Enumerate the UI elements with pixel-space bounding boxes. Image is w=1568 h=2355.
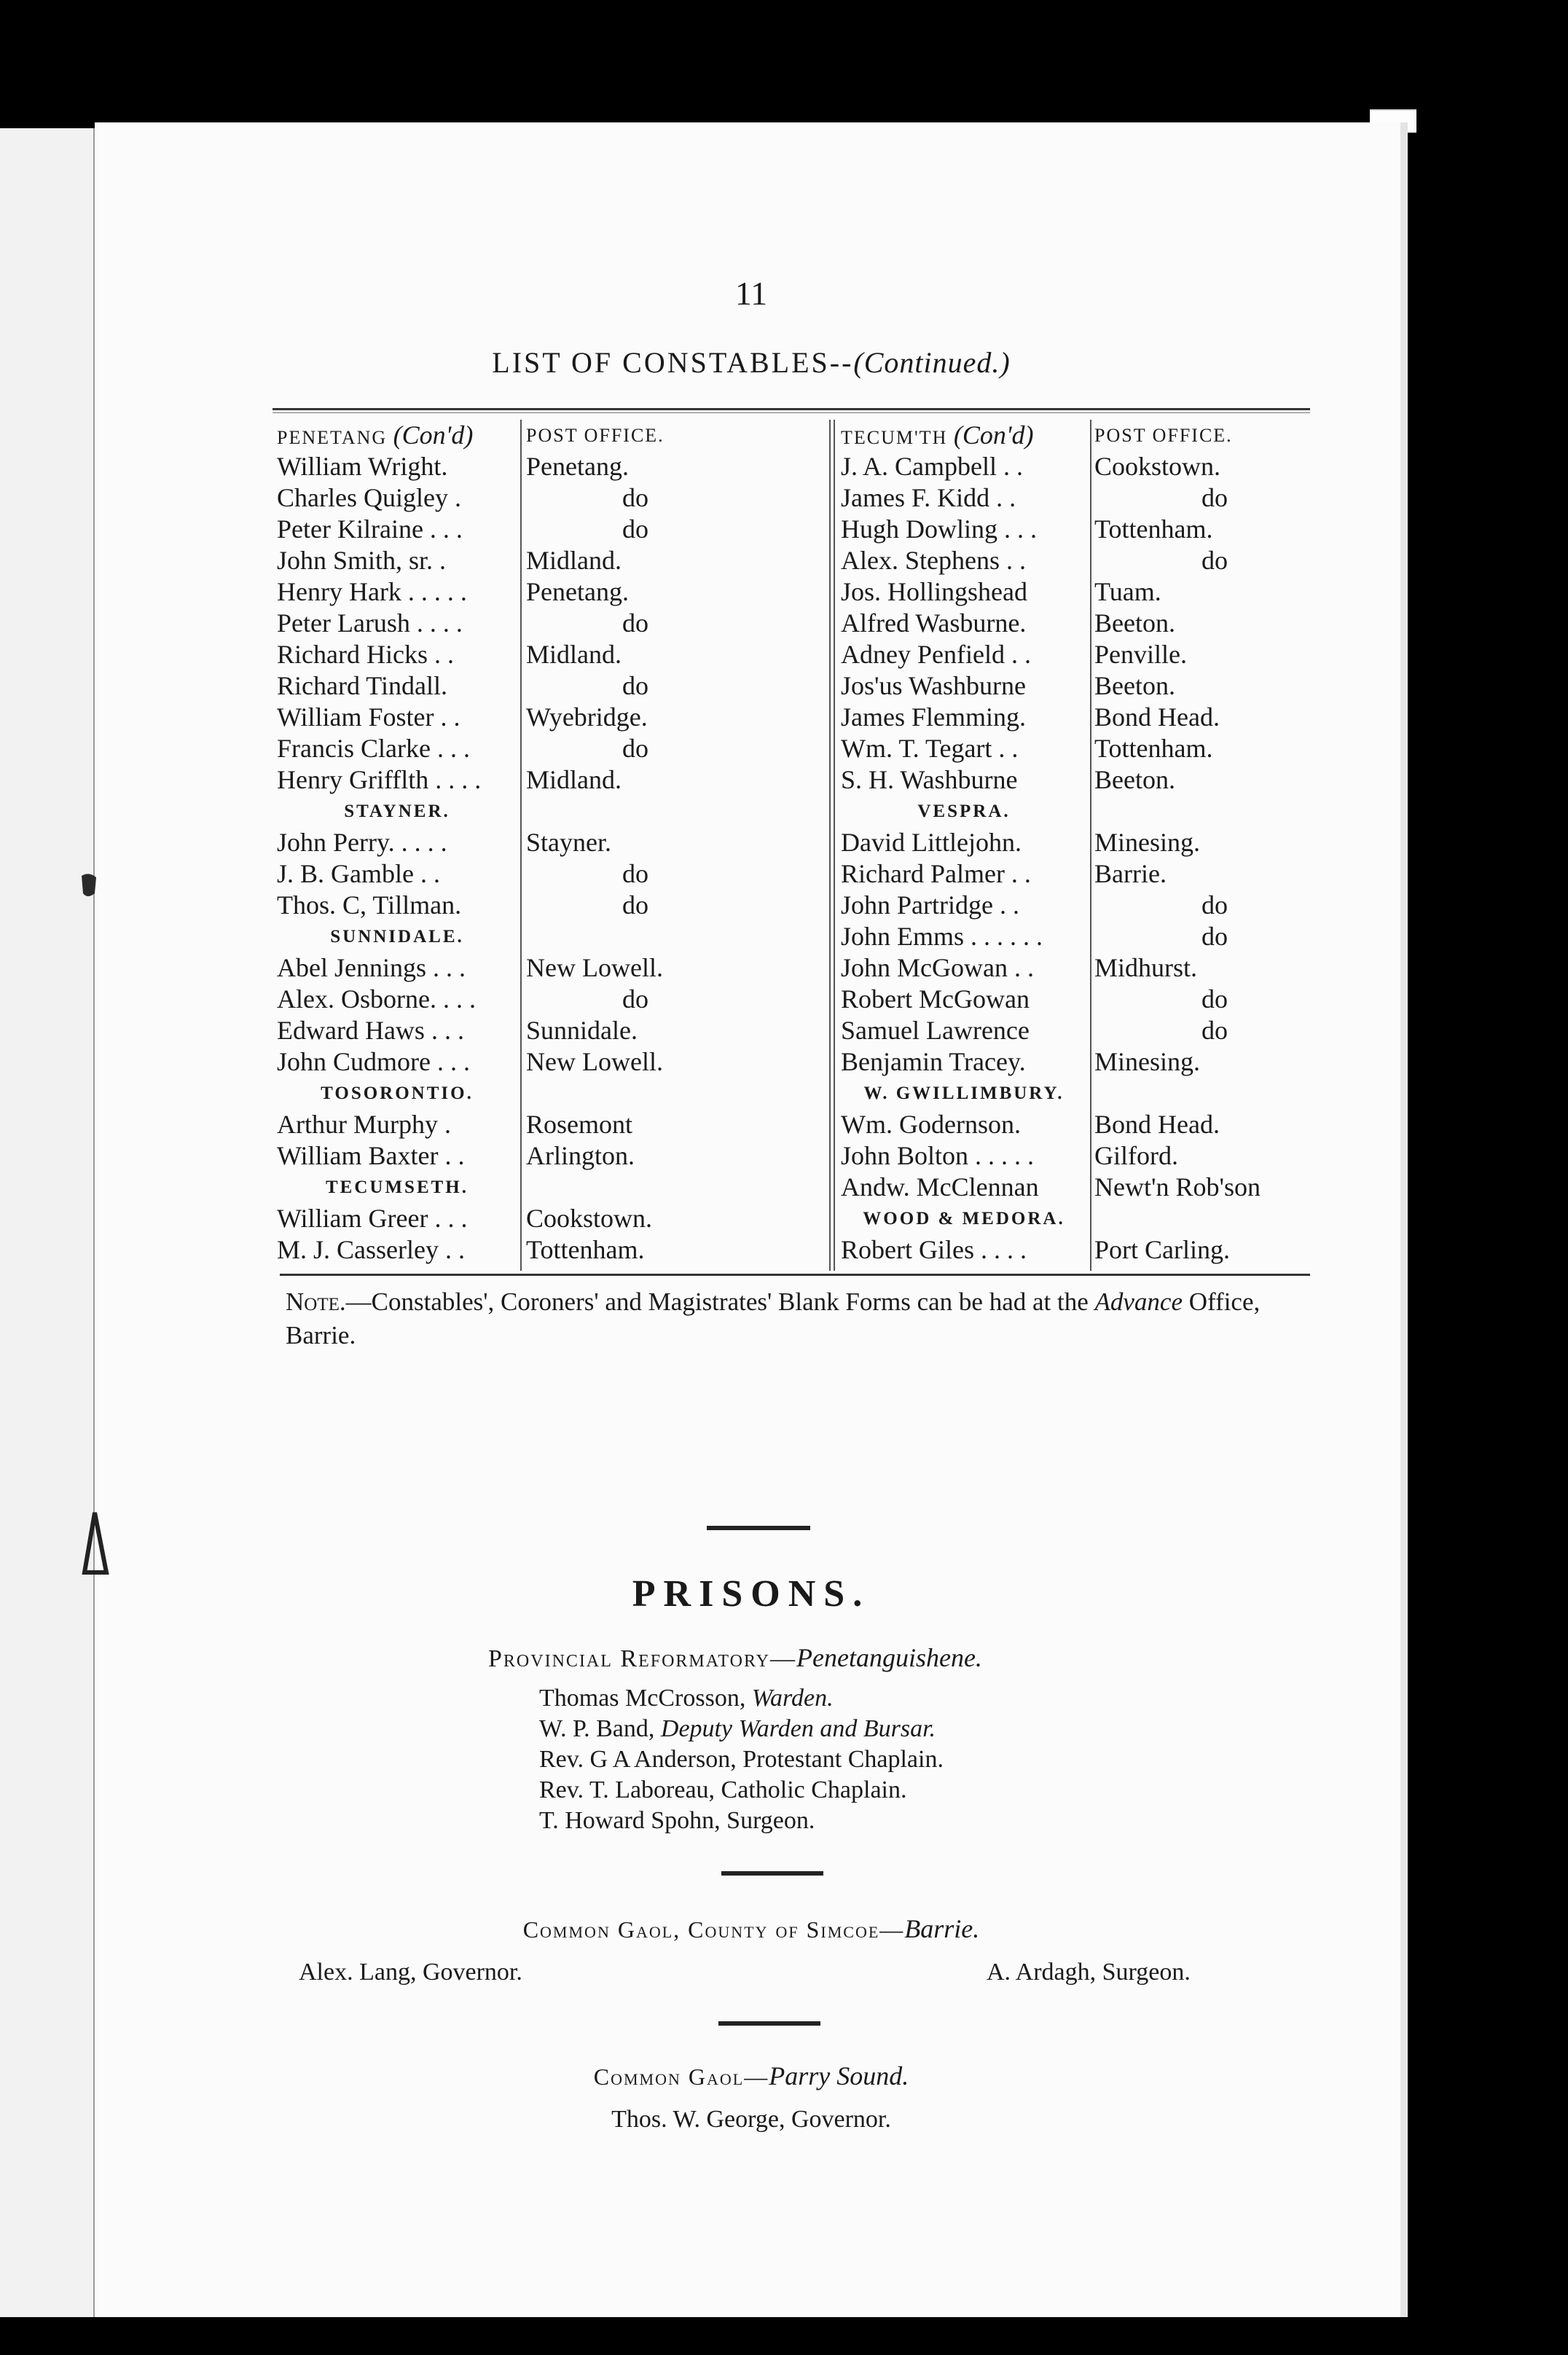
constable-name-entry xyxy=(841,1109,1087,1140)
constable-name-text: Robert Giles . . . . xyxy=(841,1235,1027,1264)
constable-name-entry xyxy=(841,451,1087,482)
staff-member xyxy=(539,1683,1304,1714)
constable-name-entry xyxy=(277,514,517,545)
post-office-entry xyxy=(526,1234,745,1266)
post-office-text: Rosemont xyxy=(526,1110,633,1139)
staff-member xyxy=(539,1806,1304,1836)
constable-name-entry xyxy=(841,545,1087,576)
constable-name-text: James F. Kidd . . xyxy=(841,483,1016,512)
post-office-entry xyxy=(1094,764,1335,796)
constable-name-text: TOSORONTIO. xyxy=(321,1084,474,1103)
staff-role: Deputy Warden and Bursar. xyxy=(660,1715,936,1742)
post-office-entry xyxy=(1094,952,1335,984)
post-office-text: Newt'n Rob'son xyxy=(1094,1172,1261,1202)
post-office-entry xyxy=(526,482,745,514)
post-office-entry xyxy=(1094,482,1335,514)
post-office-text: Barrie. xyxy=(1094,859,1167,888)
constable-name-text: Alex. Stephens . . xyxy=(841,546,1026,575)
constable-name-entry xyxy=(277,670,517,702)
post-office-text: New Lowell. xyxy=(526,953,663,982)
post-office-entry xyxy=(526,1078,745,1109)
post-office-entry xyxy=(526,984,745,1015)
constable-name-text: Henry Hark . . . . . xyxy=(277,577,467,606)
constable-name-entry xyxy=(841,514,1087,545)
post-office-entry xyxy=(526,733,745,764)
constables-table xyxy=(274,420,1345,1272)
constable-name-text: Thos. C, Tillman. xyxy=(277,890,462,920)
township-subheading xyxy=(841,1203,1087,1234)
constable-name-text: M. J. Casserley . . xyxy=(277,1235,465,1264)
constable-name-entry xyxy=(841,984,1087,1015)
parry-sound-gaol-heading xyxy=(95,2061,1408,2091)
constable-name-entry xyxy=(277,1015,517,1046)
post-office-text: Beeton. xyxy=(1094,765,1175,794)
constable-name-header xyxy=(841,420,1087,451)
constable-name-entry xyxy=(277,764,517,796)
post-office-entry xyxy=(1094,1109,1335,1140)
post-office-text: do xyxy=(622,734,648,763)
post-office-entry xyxy=(1094,639,1335,670)
constable-name-header xyxy=(277,420,517,451)
constable-name-entry xyxy=(277,1234,517,1266)
post-office-entry xyxy=(526,890,745,921)
post-office-text: POST OFFICE. xyxy=(526,425,665,446)
post-office-entry xyxy=(1094,827,1335,858)
constable-name-text: VESPRA. xyxy=(917,802,1011,821)
post-office-text: Tottenham. xyxy=(1094,734,1213,763)
staff-role: Warden. xyxy=(751,1685,834,1712)
constable-name-entry xyxy=(841,1046,1087,1078)
post-office-text: Stayner. xyxy=(526,828,611,857)
constable-name-text: Samuel Lawrence xyxy=(841,1016,1030,1045)
parry-gaol-place: Parry Sound. xyxy=(769,2061,909,2090)
township-subheading xyxy=(841,796,1087,827)
post-office-text: POST OFFICE. xyxy=(1094,425,1233,446)
provincial-reformatory-heading xyxy=(488,1642,1290,1673)
post-office-entry xyxy=(1094,1015,1335,1046)
constable-name-text: PENETANG xyxy=(277,427,393,448)
constable-name-text: Wm. Godernson. xyxy=(841,1110,1021,1139)
constable-name-entry xyxy=(841,576,1087,608)
note-text-end: Office, Barrie. xyxy=(286,1288,1261,1349)
staff-name: Thomas McCrosson, xyxy=(539,1685,752,1712)
post-office-entry xyxy=(526,921,745,952)
constable-name-text: Edward Haws . . . xyxy=(277,1016,464,1045)
staff-member xyxy=(539,1775,1304,1806)
constable-name-text: Benjamin Tracey. xyxy=(841,1047,1026,1076)
constable-name-entry xyxy=(277,451,517,482)
list-title-continued: (Continued.) xyxy=(853,346,1011,379)
constable-name-text: S. H. Washburne xyxy=(841,765,1018,794)
section-rule xyxy=(707,1526,810,1530)
constable-name-text: STAYNER. xyxy=(344,802,450,821)
post-office-text: Arlington. xyxy=(526,1141,635,1170)
post-office-text: do xyxy=(622,984,648,1014)
provincial-place: Penetanguishene. xyxy=(796,1643,982,1672)
staff-name: T. Howard Spohn, Surgeon. xyxy=(539,1807,815,1834)
post-office-entry xyxy=(1094,733,1335,764)
post-office-entry xyxy=(1094,576,1335,608)
post-office-entry xyxy=(526,702,745,733)
post-office-text: Cookstown. xyxy=(526,1204,653,1233)
right-names-column xyxy=(841,420,1087,1272)
post-office-text: do xyxy=(622,671,648,700)
post-office-text: Beeton. xyxy=(1094,671,1175,700)
constable-name-text: W. GWILLIMBURY. xyxy=(863,1084,1065,1103)
constable-name-text: John Bolton . . . . . xyxy=(841,1141,1035,1170)
constable-name-text: Wm. T. Tegart . . xyxy=(841,734,1019,763)
post-office-text: do xyxy=(622,608,648,638)
note-label: Note. xyxy=(286,1288,346,1316)
township-subheading xyxy=(277,1078,517,1109)
constable-name-text: Peter Kilraine . . . xyxy=(277,514,463,544)
table-bottom-rule xyxy=(280,1274,1310,1276)
post-office-text: Minesing. xyxy=(1094,1047,1201,1076)
post-office-entry xyxy=(1094,1046,1335,1078)
constable-name-text: Henry Grifflth . . . . xyxy=(277,765,482,794)
constable-name-entry xyxy=(841,827,1087,858)
document-page xyxy=(95,122,1408,2317)
post-office-text: do xyxy=(622,514,648,544)
facing-page-edge xyxy=(0,128,95,2317)
post-office-text: do xyxy=(622,890,648,920)
constable-name-entry xyxy=(277,1203,517,1234)
list-title xyxy=(95,345,1408,380)
constable-name-entry xyxy=(277,608,517,639)
post-office-entry xyxy=(1094,1234,1335,1266)
township-subheading xyxy=(841,1078,1087,1109)
column-divider xyxy=(834,420,835,1271)
constable-name-text: John Smith, sr. . xyxy=(277,546,447,575)
constable-name-entry xyxy=(841,890,1087,921)
column-divider xyxy=(1090,420,1091,1271)
post-office-entry xyxy=(1094,670,1335,702)
post-office-text: Cookstown. xyxy=(1094,452,1221,481)
constable-name-text: David Littlejohn. xyxy=(841,828,1022,857)
constable-name-text: William Greer . . . xyxy=(277,1204,468,1233)
constable-name-text: J. B. Gamble . . xyxy=(277,859,440,888)
constable-name-text: Hugh Dowling . . . xyxy=(841,514,1037,544)
constable-name-entry xyxy=(841,639,1087,670)
constable-name-continued-mark: (Con'd) xyxy=(953,420,1034,450)
constable-name-text: J. A. Campbell . . xyxy=(841,452,1023,481)
constable-name-entry xyxy=(277,639,517,670)
post-office-entry xyxy=(1094,921,1335,952)
post-office-text: Bond Head. xyxy=(1094,702,1220,732)
post-office-text: Sunnidale. xyxy=(526,1016,638,1045)
post-office-entry xyxy=(526,858,745,890)
post-office-entry xyxy=(1094,1172,1335,1203)
constable-name-entry xyxy=(277,890,517,921)
post-office-entry xyxy=(1094,890,1335,921)
constable-name-text: Peter Larush . . . . xyxy=(277,608,463,638)
post-office-entry xyxy=(526,1015,745,1046)
post-office-text: Tottenham. xyxy=(1094,514,1213,544)
constable-name-text: Robert McGowan xyxy=(841,984,1030,1014)
constable-name-text: John Partridge . . xyxy=(841,890,1019,920)
post-office-entry xyxy=(526,1172,745,1203)
constable-name-entry xyxy=(277,576,517,608)
constable-name-entry xyxy=(277,827,517,858)
constable-name-entry xyxy=(841,1234,1087,1266)
constable-name-entry xyxy=(277,733,517,764)
post-office-entry xyxy=(526,1140,745,1172)
provincial-label: Provincial Reformatory— xyxy=(488,1645,797,1672)
post-office-text: do xyxy=(1202,890,1228,920)
constable-name-text: Francis Clarke . . . xyxy=(277,734,470,763)
post-office-entry xyxy=(526,576,745,608)
constable-name-entry xyxy=(841,482,1087,514)
note-text: —Constables', Coroners' and Magistrates' Blank Forms can be had at the xyxy=(345,1288,1095,1316)
constable-name-text: Adney Penfield . . xyxy=(841,640,1031,669)
staff-name: W. P. Band, xyxy=(539,1715,661,1742)
post-office-entry xyxy=(1094,545,1335,576)
constable-name-entry xyxy=(841,1140,1087,1172)
post-office-text: do xyxy=(622,859,648,888)
post-office-text: Penetang. xyxy=(526,577,629,606)
constable-name-entry xyxy=(841,952,1087,984)
staff-name: Rev. G A Anderson, Protestant Chaplain. xyxy=(539,1746,944,1773)
township-subheading xyxy=(277,1172,517,1203)
township-subheading xyxy=(277,796,517,827)
parry-governor: Thos. W. George, Governor. xyxy=(611,2106,891,2133)
post-office-entry xyxy=(526,639,745,670)
simcoe-surgeon: A. Ardagh, Surgeon. xyxy=(987,1959,1191,1986)
staff-member xyxy=(539,1714,1304,1744)
post-office-entry xyxy=(1094,858,1335,890)
simcoe-gaol-label: Common Gaol, County of Simcoe— xyxy=(522,1916,905,1943)
constable-name-entry xyxy=(841,1172,1087,1203)
post-office-entry xyxy=(1094,608,1335,639)
table-top-rule xyxy=(273,408,1310,413)
constable-name-text: John Emms . . . . . . xyxy=(841,922,1043,951)
reformatory-staff-list xyxy=(539,1683,1304,1836)
post-office-text: Gilford. xyxy=(1094,1141,1178,1170)
post-office-text: do xyxy=(1202,984,1228,1014)
post-office-entry xyxy=(526,764,745,796)
post-office-entry xyxy=(526,514,745,545)
constable-name-entry xyxy=(841,733,1087,764)
constable-name-entry xyxy=(277,984,517,1015)
post-office-text: do xyxy=(622,483,648,512)
constable-name-text: TECUMSETH. xyxy=(325,1178,469,1197)
constable-name-entry xyxy=(841,858,1087,890)
post-office-text: Minesing. xyxy=(1094,828,1201,857)
constable-name-entry xyxy=(277,545,517,576)
page-number: 11 xyxy=(734,275,768,312)
constable-name-entry xyxy=(841,608,1087,639)
note-advance: Advance xyxy=(1094,1288,1183,1316)
staff-member xyxy=(539,1744,1304,1775)
constable-name-entry xyxy=(277,1140,517,1172)
post-office-entry xyxy=(1094,1078,1335,1109)
post-office-header xyxy=(526,420,745,451)
constable-name-entry xyxy=(277,702,517,733)
constable-name-text: Alex. Osborne. . . . xyxy=(277,984,476,1014)
post-office-text: Midland. xyxy=(526,546,622,575)
post-office-entry xyxy=(526,1203,745,1234)
constable-name-text: Richard Tindall. xyxy=(277,671,448,700)
column-divider xyxy=(520,420,522,1271)
left-offices-column xyxy=(526,420,745,1272)
post-office-entry xyxy=(526,796,745,827)
constable-name-text: Abel Jennings . . . xyxy=(277,953,466,982)
constable-name-entry xyxy=(841,1015,1087,1046)
simcoe-gaol-heading xyxy=(95,1913,1408,1944)
constable-name-text: Alfred Wasburne. xyxy=(841,608,1027,638)
post-office-entry xyxy=(1094,514,1335,545)
constable-name-entry xyxy=(277,1046,517,1078)
section-rule xyxy=(718,2021,820,2026)
post-office-text: do xyxy=(1202,483,1228,512)
post-office-text: Penville. xyxy=(1094,640,1187,669)
post-office-entry xyxy=(526,545,745,576)
post-office-header xyxy=(1094,420,1335,451)
post-office-entry xyxy=(526,827,745,858)
constable-name-text: John Cudmore . . . xyxy=(277,1047,470,1076)
constable-name-text: John McGowan . . xyxy=(841,953,1034,982)
constable-name-entry xyxy=(841,921,1087,952)
note-paragraph xyxy=(286,1285,1335,1352)
list-title-sep: -- xyxy=(829,346,854,379)
post-office-entry xyxy=(526,952,745,984)
constable-name-entry xyxy=(277,952,517,984)
list-title-main: LIST OF CONSTABLES xyxy=(492,346,830,379)
constable-name-entry xyxy=(841,670,1087,702)
constable-name-text: Arthur Murphy . xyxy=(277,1110,451,1139)
constable-name-text: James Flemming. xyxy=(841,702,1026,732)
staff-name: Rev. T. Laboreau, Catholic Chaplain. xyxy=(539,1776,907,1803)
post-office-entry xyxy=(526,670,745,702)
simcoe-gaol-place: Barrie. xyxy=(904,1914,980,1943)
post-office-entry xyxy=(526,608,745,639)
constable-name-text: Richard Palmer . . xyxy=(841,859,1031,888)
post-office-entry xyxy=(1094,1203,1335,1234)
constable-name-text: Jos'us Washburne xyxy=(841,671,1026,700)
post-office-entry xyxy=(1094,702,1335,733)
post-office-text: Penetang. xyxy=(526,452,629,481)
constable-name-entry xyxy=(277,1109,517,1140)
constable-name-entry xyxy=(841,702,1087,733)
constable-name-continued-mark: (Con'd) xyxy=(393,420,474,450)
prisons-heading: PRISONS. xyxy=(632,1573,871,1615)
post-office-text: do xyxy=(1202,922,1228,951)
constable-name-text: William Foster . . xyxy=(277,702,460,732)
constable-name-text: William Wright. xyxy=(277,452,448,481)
post-office-entry xyxy=(1094,1140,1335,1172)
post-office-text: do xyxy=(1202,546,1228,575)
post-office-entry xyxy=(1094,984,1335,1015)
post-office-entry xyxy=(526,1109,745,1140)
constable-name-text: Richard Hicks . . xyxy=(277,640,454,669)
right-offices-column xyxy=(1094,420,1335,1272)
post-office-text: Port Carling. xyxy=(1094,1235,1230,1264)
post-office-text: Tottenham. xyxy=(526,1235,645,1264)
post-office-entry xyxy=(1094,451,1335,482)
constable-name-text: WOOD & MEDORA. xyxy=(863,1209,1065,1229)
township-subheading xyxy=(277,921,517,952)
post-office-text: Beeton. xyxy=(1094,608,1175,638)
column-divider xyxy=(829,420,831,1271)
post-office-text: do xyxy=(1202,1016,1228,1045)
post-office-entry xyxy=(1094,796,1335,827)
section-rule xyxy=(721,1871,823,1876)
page-content xyxy=(95,122,1408,2317)
post-office-text: Midland. xyxy=(526,765,622,794)
post-office-text: Bond Head. xyxy=(1094,1110,1220,1139)
post-office-entry xyxy=(526,451,745,482)
constable-name-text: Charles Quigley . xyxy=(277,483,461,512)
constable-name-entry xyxy=(277,482,517,514)
post-office-text: Midhurst. xyxy=(1094,953,1198,982)
post-office-text: Tuam. xyxy=(1094,577,1161,606)
post-office-text: New Lowell. xyxy=(526,1047,663,1076)
constable-name-entry xyxy=(841,764,1087,796)
parry-gaol-label: Common Gaol— xyxy=(593,2064,769,2090)
constable-name-text: SUNNIDALE. xyxy=(330,927,464,947)
post-office-text: Wyebridge. xyxy=(526,702,648,732)
constable-name-entry xyxy=(277,858,517,890)
simcoe-governor: Alex. Lang, Governor. xyxy=(299,1959,522,1986)
left-names-column xyxy=(277,420,517,1272)
constable-name-text: William Baxter . . xyxy=(277,1141,465,1170)
constable-name-text: John Perry. . . . . xyxy=(277,828,447,857)
constable-name-text: Andw. McClennan xyxy=(841,1172,1039,1202)
constable-name-text: Jos. Hollingshead xyxy=(841,577,1027,606)
post-office-entry xyxy=(526,1046,745,1078)
post-office-text: Midland. xyxy=(526,640,622,669)
constable-name-text: TECUM'TH xyxy=(841,427,954,448)
